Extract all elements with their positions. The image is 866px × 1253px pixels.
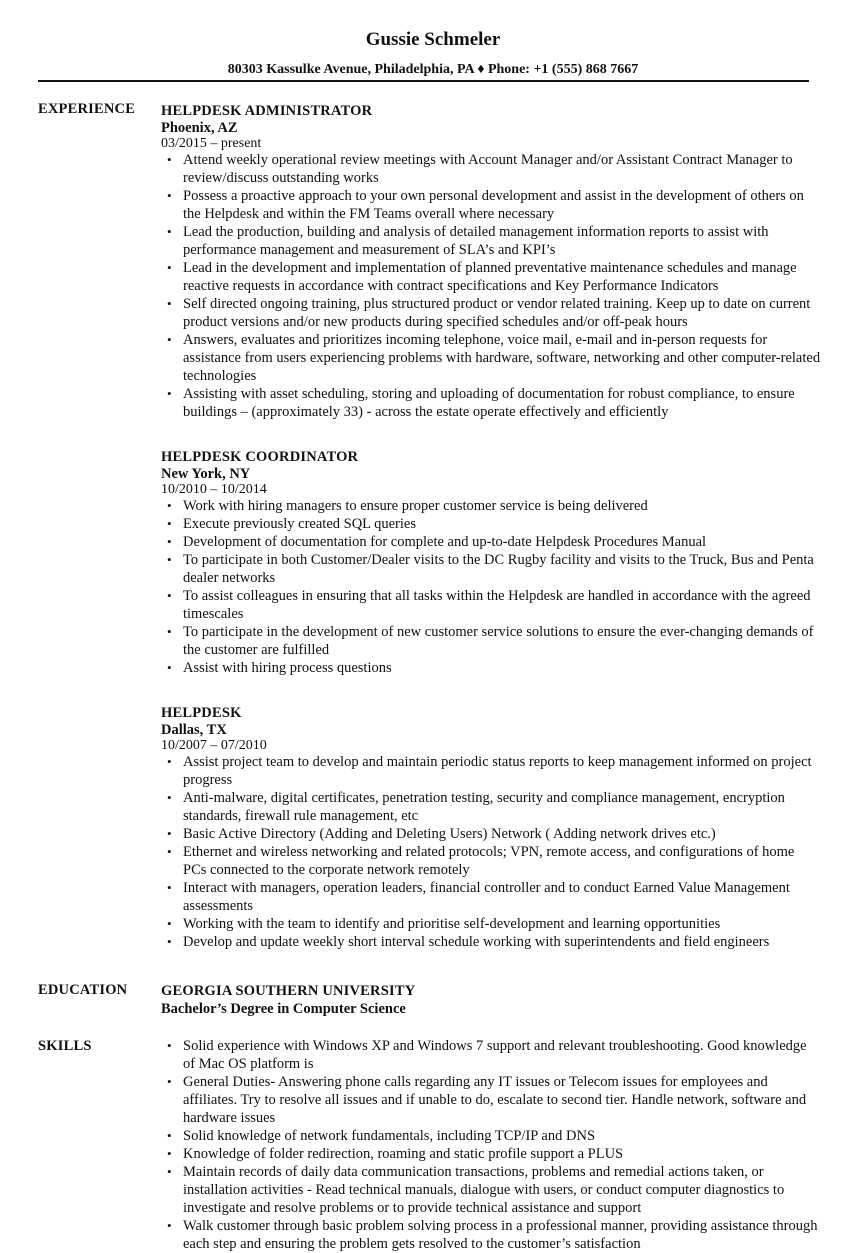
job-bullet: • To participate in the development of new customer service solutions to ensure the ever-changing demands of the customer are fulfilled: [183, 623, 821, 659]
job-bullet: • Basic Active Directory (Adding and Deleting Users) Network ( Adding network drives etc.): [183, 825, 821, 843]
degree: Bachelor’s Degree in Computer Science: [161, 1001, 406, 1017]
education-heading: EDUCATION: [38, 982, 128, 998]
job-bullet: • Self directed ongoing training, plus structured product or vendor related training. Keep up to date on current product versions and/or new products during specified schedules and/or off-peak hours: [183, 295, 821, 331]
job-bullets: [161, 753, 821, 951]
job-bullet: • Lead in the development and implementation of planned preventative maintenance schedules and manage reactive requests in accordance with contract specifications and Key Performance Indicators: [183, 259, 821, 295]
job-entry: [161, 448, 821, 677]
job-title: HELPDESK ADMINISTRATOR: [161, 103, 373, 119]
job-bullet: • Attend weekly operational review meetings with Account Manager and/or Assistant Contract Manager to review/discuss outstanding works: [183, 151, 821, 187]
skills-heading: SKILLS: [38, 1038, 92, 1054]
skill-bullet: • Maintain records of daily data communication transactions, problems and remedial actions taken, or installation activities - Read technical manuals, dialogue with users, or conduct computer diagnostics to investigate and resolve problems or to provide technical assistance and support: [183, 1163, 821, 1217]
skill-bullet: • Solid knowledge of network fundamentals, including TCP/IP and DNS: [183, 1127, 821, 1145]
skill-bullet: • Knowledge of folder redirection, roaming and static profile support a PLUS: [183, 1145, 821, 1163]
job-title: HELPDESK COORDINATOR: [161, 449, 359, 465]
candidate-name: Gussie Schmeler: [365, 29, 501, 50]
job-bullet: • Anti-malware, digital certificates, penetration testing, security and compliance management, encryption standards, firewall rule management, etc: [183, 789, 821, 825]
header-divider: [38, 80, 809, 82]
job-bullets: [161, 497, 821, 677]
skill-bullet: • Walk customer through basic problem solving process in a professional manner, providing assistance through each step and ensuring the problem gets resolved to the customer’s satisfaction: [183, 1217, 821, 1253]
job-bullet: • Work with hiring managers to ensure proper customer service is being delivered: [183, 497, 821, 515]
education-entry: [161, 982, 821, 1018]
job-bullet: • Execute previously created SQL queries: [183, 515, 821, 533]
skills-bullets: [161, 1037, 821, 1253]
job-entry: [161, 704, 821, 951]
job-bullets: [161, 151, 821, 421]
job-bullet: • Develop and update weekly short interval schedule working with superintendents and field engineers: [183, 933, 821, 951]
job-bullet: • Development of documentation for complete and up-to-date Helpdesk Procedures Manual: [183, 533, 821, 551]
job-dates: 10/2010 – 10/2014: [161, 482, 267, 497]
job-bullet: • To assist colleagues in ensuring that all tasks within the Helpdesk are handled in accordance with the agreed timescales: [183, 587, 821, 623]
job-dates: 03/2015 – present: [161, 136, 262, 151]
job-location: New York, NY: [161, 466, 251, 482]
job-bullet: • Ethernet and wireless networking and related protocols; VPN, remote access, and configurations of home PCs connected to the corporate network remotely: [183, 843, 821, 879]
job-location: Dallas, TX: [161, 722, 227, 738]
job-bullet: • Assisting with asset scheduling, storing and uploading of documentation for robust compliance, to ensure buildings – (approximately 33) - across the estate operate effectively and efficiently: [183, 385, 821, 421]
school-name: GEORGIA SOUTHERN UNIVERSITY: [161, 983, 416, 999]
experience-heading: EXPERIENCE: [38, 101, 136, 117]
contact-line: 80303 Kassulke Avenue, Philadelphia, PA ♦ Phone: +1 (555) 868 7667: [227, 62, 639, 77]
job-bullet: • Assist with hiring process questions: [183, 659, 821, 677]
job-title: HELPDESK: [161, 705, 242, 721]
job-bullet: • Interact with managers, operation leaders, financial controller and to conduct Earned Value Management assessments: [183, 879, 821, 915]
job-bullet: • Answers, evaluates and prioritizes incoming telephone, voice mail, e-mail and in-person requests for assistance from users experiencing problems with hardware, software, networking and other computer-related technologies: [183, 331, 821, 385]
job-bullet: • Working with the team to identify and prioritise self-development and learning opportunities: [183, 915, 821, 933]
job-bullet: • Possess a proactive approach to your own personal development and assist in the development of others on the Helpdesk and within the FM Teams overall where necessary: [183, 187, 821, 223]
skill-bullet: • General Duties- Answering phone calls regarding any IT issues or Telecom issues for employees and affiliates. Try to resolve all issues and if unable to do, escalate to second tier. Handle network, software and hardware issues: [183, 1073, 821, 1127]
job-dates: 10/2007 – 07/2010: [161, 738, 267, 753]
skill-bullet: • Solid experience with Windows XP and Windows 7 support and relevant troubleshooting. Good knowledge of Mac OS platform is: [183, 1037, 821, 1073]
job-bullet: • Lead the production, building and analysis of detailed management information reports to assist with performance management and measurement of SLA’s and KPI’s: [183, 223, 821, 259]
skills-list-container: [161, 1037, 821, 1253]
job-bullet: • To participate in both Customer/Dealer visits to the DC Rugby facility and visits to the Truck, Bus and Penta dealer networks: [183, 551, 821, 587]
job-bullet: • Assist project team to develop and maintain periodic status reports to keep management informed on project progress: [183, 753, 821, 789]
job-location: Phoenix, AZ: [161, 120, 238, 136]
job-entry: [161, 102, 821, 421]
